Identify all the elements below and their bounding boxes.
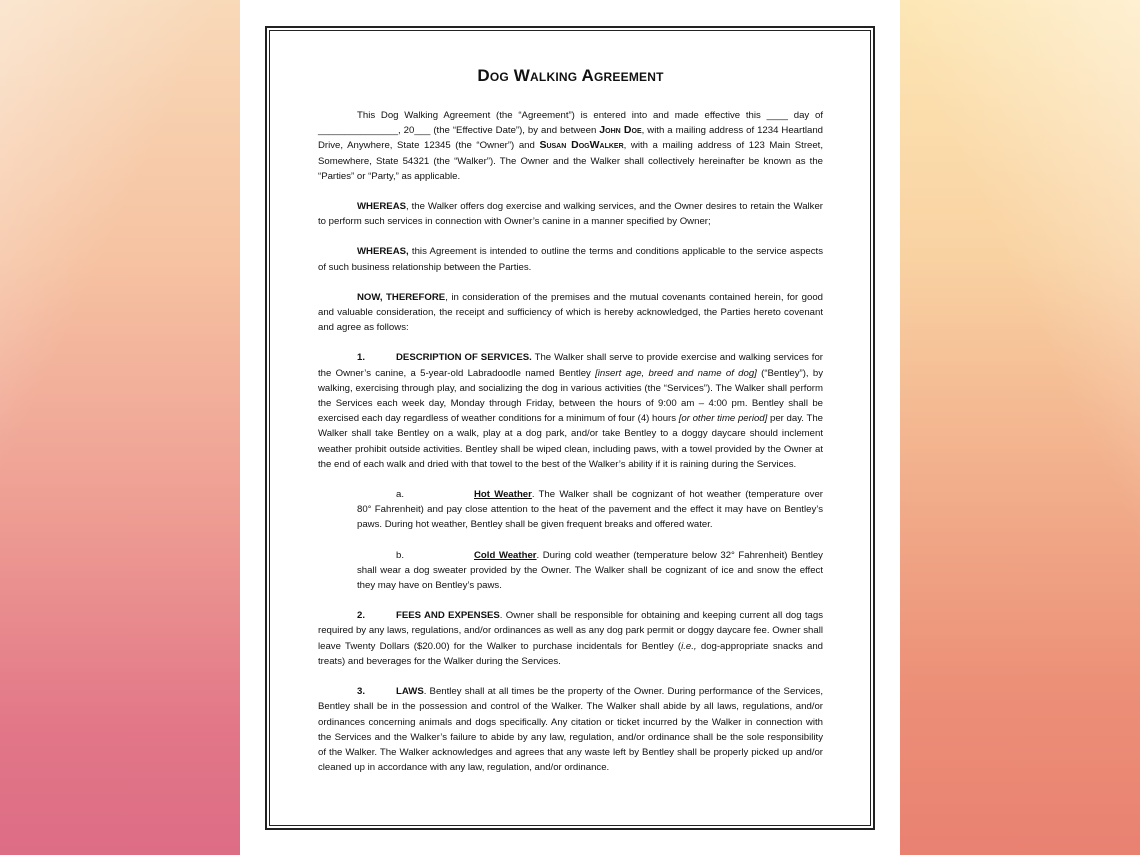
document-body [318, 62, 823, 775]
section-2-text-2: dog-appropriate snacks and treats) and beverages for the Walker during the Services. [318, 640, 823, 667]
now-therefore-text: , in consideration of the premises and the mutual covenants contained herein, for good and valuable consideration, the receipt and sufficiency of which is hereby acknowledged, the Parties hereto covenant and agree as follows: [318, 291, 823, 334]
section-1-text-3: per day. The Walker shall take Bentley on a walk, play at a dog park, and/or take Bentley to a doggy daycare should inclement weather prohibit outside activities. Bentley shall be wiped clean, including paws, with a towel provided by the Owner at the end of each walk and dried with that towel to the best of the Walker’s ability if it is raining during the Services. [318, 413, 823, 470]
background-right-gradient [900, 0, 1140, 855]
section-1-placeholder-2: [or other time period] [678, 413, 768, 425]
section-1b-number: b. [396, 549, 405, 561]
section-1b-text: . During cold weather (temperature below 32° Fahrenheit) Bentley shall wear a dog sweater provided by the Owner. The Walker shall be cognizant of ice and snow the effect they may have on Bentley’s paws. [357, 549, 823, 592]
walker-name: Susan DogWalker [539, 139, 624, 152]
section-2-fees-and-expenses [318, 608, 823, 669]
section-1-text-1: The Walker shall serve to provide exercise and walking services for the Owner’s canine, a 5-year-old Labradoodle named Bentley [318, 352, 824, 379]
section-1a-heading: Hot Weather [474, 489, 532, 501]
section-1a-hot-weather [357, 487, 823, 533]
section-3-heading: LAWS [396, 686, 424, 698]
whereas-label-2: WHEREAS, [357, 246, 409, 258]
section-2-heading: FEES AND EXPENSES [396, 610, 500, 622]
whereas-label-1: WHEREAS [357, 201, 407, 213]
now-therefore-label: NOW, THEREFORE [357, 291, 446, 303]
intro-text-3: , with a mailing address of 123 Main Street, Somewhere, State 54321 (the “Walker”). The Owner and the Walker shall collectively hereinafter be known as the “Parties” or “Party,” as applicable. [318, 140, 824, 182]
section-1-heading: DESCRIPTION OF SERVICES. [396, 352, 532, 364]
whereas-paragraph-1 [318, 199, 823, 229]
section-1b-cold-weather [357, 548, 823, 594]
section-3-text: . Bentley shall at all times be the property of the Owner. During performance of the Services, Bentley shall be in the possession and control of the Walker. The Walker shall abide by all laws, regulations, and/or ordinances concerning animals and dogs specifically. Any citation or ticket incurred by the Walker in connection with the Services and the Walker’s failure to abide by any law, regulation, and/or ordinance shall be the sole responsibility of the Walker. The Walker acknowledges and agrees that any waste left by Bentley shall be properly picked up and/or cleaned up in accordance with any law, regulation, and/or ordinance. [318, 686, 823, 774]
section-2-text-1: . Owner shall be responsible for obtaining and keeping current all dog tags required by any laws, regulations, and/or ordinances as well as any dog park permit or doggy daycare fee. Owner shall leave Twenty Dollars ($20.00) for the Walker to purchase incidentals for Bentley ( [318, 610, 823, 652]
whereas-paragraph-2 [318, 244, 823, 274]
owner-name: John Doe [599, 124, 642, 137]
section-1a-text: . The Walker shall be cognizant of hot weather (temperature over 80° Fahrenheit) and pay close attention to the heat of the pavement and the effect it may have on Bentley’s paws. During hot weather, Bentley shall be given frequent breaks and offered water. [357, 489, 823, 531]
section-2-number: 2. [357, 610, 366, 622]
section-3-laws [318, 684, 823, 775]
intro-text-1: This Dog Walking Agreement (the “Agreement”) is entered into and made effective this ____ day of _______________, 20___ (the “Effective Date”), by and between [318, 110, 823, 137]
section-1-text-2: (“Bentley”), by walking, exercising through play, and socializing the dog in various activities (the “Services”). The Walker shall perform the Services each week day, Monday through Friday, between the hours of 9:00 am – 4:00 pm. Bentley shall be exercised each day regardless of weather conditions for a minimum of four (4) hours [318, 367, 823, 425]
section-3-number: 3. [357, 686, 366, 698]
background-left-gradient [0, 0, 240, 855]
now-therefore-paragraph [318, 290, 823, 336]
section-1b-heading: Cold Weather [474, 549, 537, 561]
section-1-placeholder-1: [insert age, breed and name of dog] [595, 367, 757, 379]
intro-paragraph [318, 108, 823, 184]
section-1-number: 1. [357, 352, 366, 364]
section-1a-number: a. [396, 489, 405, 501]
section-1-description-of-services [318, 350, 823, 472]
whereas-text-2: this Agreement is intended to outline the terms and conditions applicable to the service aspects of such business relationship between the Parties. [318, 246, 823, 273]
whereas-text-1: , the Walker offers dog exercise and walking services, and the Owner desires to retain the Walker to perform such services in connection with Owner’s canine in a manner specified by Owner; [318, 201, 823, 228]
document-title: Dog Walking Agreement [477, 66, 664, 85]
intro-text-2: , with a mailing address of 1234 Heartland Drive, Anywhere, State 12345 (the “Owner”) and [318, 125, 824, 152]
section-2-ie: i.e., [681, 640, 697, 652]
